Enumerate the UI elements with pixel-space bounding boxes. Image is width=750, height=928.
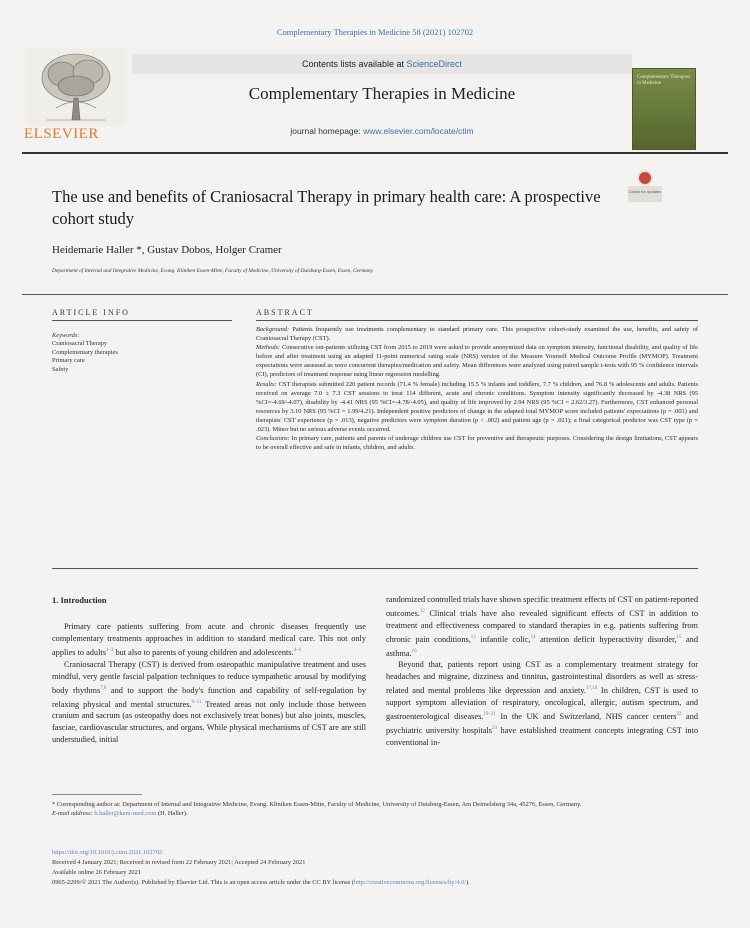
abstract-rule — [256, 320, 698, 321]
intro-paragraph-4 — [386, 659, 698, 748]
sciencedirect-link[interactable]: ScienceDirect — [406, 59, 463, 69]
abstract-background — [256, 325, 698, 343]
reference-link[interactable]: 7,8 — [100, 685, 107, 691]
text-run: and to support the body's function and capability of self-regulation by relaxing physical and mental structures. — [52, 685, 366, 709]
abstract-conclusions — [256, 434, 698, 452]
homepage-prefix: journal homepage: — [290, 126, 364, 136]
abstract-end-rule — [52, 568, 698, 569]
email-suffix: (H. Haller). — [156, 810, 188, 817]
journal-title: Complementary Therapies in Medicine — [248, 84, 516, 103]
email-link[interactable]: h.haller@kem-med.com — [94, 810, 157, 817]
left-column — [52, 594, 366, 746]
methods-label: Methods: — [256, 344, 281, 352]
right-column — [386, 594, 698, 749]
text-run: Craniosacral Therapy (CST) is derived from osteopathic manipulative treatment and uses mindful, very gentle fascial palpation techniques to reduce sympathetic arousal by modifying body rhythms — [52, 659, 366, 695]
text-run: Clinical trials have also revealed significant effects of CST in addition to treatment and effectiveness compared to standard therapies in e.g. patients suffering from chronic pain conditions, — [386, 608, 698, 644]
email-line — [52, 809, 702, 818]
doi-link[interactable]: https://doi.org/10.1016/j.ctim.2021.102702 — [52, 849, 163, 856]
abstract-results — [256, 380, 698, 435]
conclusions-text: In primary care, patients and parents of underage children use CST for preventive and therapeutic purposes. Considering the design limitations, CST appears to be overall effective and safe in infants, children, and adults. — [256, 435, 698, 452]
footnote-rule — [52, 794, 142, 795]
check-updates-icon — [637, 170, 653, 186]
reference-link[interactable]: 22 — [676, 712, 682, 718]
abstract-heading: ABSTRACT — [256, 308, 314, 317]
elsevier-logo[interactable] — [22, 48, 132, 148]
background-text: Patients frequently use treatments complementary to standard primary care. This prospective cohort-study examined the use, benefits, and safety of Craniosacral Therapy (CST). — [256, 326, 698, 343]
text-run: In the UK and Switzerland, NHS cancer centers — [495, 711, 677, 721]
keywords-label: Keywords: — [52, 332, 80, 339]
article-info-heading: ARTICLE INFO — [52, 308, 130, 317]
corresponding-author-note: * Corresponding author at: Department of Internal and Integrative Medicine, Evang. Kliniken Essen-Mitte, Faculty of Medicine, University of Duisburg-Essen, Am Deimelsberg 34a, 45276, Essen, Germany. — [52, 801, 582, 808]
journal-cover-thumbnail[interactable] — [632, 68, 696, 150]
intro-paragraph-2 — [52, 659, 366, 747]
reference-link[interactable]: 1–3 — [105, 648, 114, 653]
article-title: The use and benefits of Craniosacral Therapy in primary health care: A prospective cohort study — [52, 187, 601, 228]
journal-homepage — [132, 126, 632, 136]
text-run: but also to parents of young children and adolescents. — [113, 647, 294, 657]
footnotes — [52, 800, 702, 818]
reference-link[interactable]: 17,18 — [585, 686, 598, 692]
text-run: infantile colic, — [475, 634, 531, 644]
text-run: attention deficit hyperactivity disorder, — [535, 634, 677, 644]
keyword-item[interactable]: Safety — [52, 365, 69, 373]
reference-link[interactable]: 9–11 — [191, 699, 202, 705]
reference-link[interactable]: 23 — [492, 725, 497, 731]
license-prefix: 0965-2299/© 2021 The Author(s). Published by Elsevier Ltd. This is an open access article under the CC BY license ( — [52, 879, 355, 886]
reference-link[interactable]: 4–6 — [293, 648, 302, 653]
email-label: E-mail address: — [52, 810, 95, 817]
keyword-item[interactable]: Primary care — [52, 357, 85, 365]
publication-info — [52, 848, 712, 888]
intro-heading: 1. Introduction — [52, 595, 107, 605]
text-run: have established treatment concepts integrating CST into conventional in- — [386, 725, 698, 747]
text-run: randomized controlled trials have shown specific treatment effects of CST on patient-reported outcomes. — [386, 595, 698, 618]
check-for-updates-badge[interactable] — [628, 170, 662, 204]
abstract-methods — [256, 343, 698, 379]
online-date: Available online 26 February 2021 — [52, 869, 141, 876]
reference-link[interactable]: 19–21 — [483, 712, 496, 718]
reference-link[interactable]: 13 — [470, 634, 476, 640]
reference-link[interactable]: 14 — [530, 634, 536, 640]
contents-prefix: Contents lists available at — [301, 59, 407, 69]
keywords-block — [52, 332, 232, 374]
reference-link[interactable]: 15 — [676, 634, 682, 640]
abstract-body — [256, 325, 698, 452]
intro-paragraph-3 — [386, 594, 698, 659]
license-link[interactable]: http://creativecommons.org/licenses/by/4.0/ — [354, 879, 467, 886]
intro-paragraph-1 — [52, 621, 366, 659]
elsevier-wordmark: ELSEVIER — [24, 126, 99, 142]
keyword-item[interactable]: Craniosacral Therapy — [52, 340, 108, 348]
author-list[interactable]: Heidemarie Haller *, Gustav Dobos, Holger Cramer — [52, 244, 282, 256]
text-run: Treated areas not only include those between cranium and sacrum (as osteopathy does not exclusively treat bones) but also joints, muscles, fasciae, cardiovascular structures, and organs. While physical mechanisms of CST are are still understudied, initial — [52, 699, 366, 745]
text-run: Primary care patients suffering from acute and chronic diseases frequently use complementary treatments approaches in addition to standard medical care. This not only applies to adults — [52, 622, 366, 657]
methods-text: Consecutive out-patients utilizing CST from 2015 to 2019 were asked to provide anonymized data on symptom intensity, functional disability, and quality of life before and after treatment using an adapted 11-point numerical rating scale (NRS) version of the Measure Yourself Medical Outcome Profile (MYMOP). Treatment expectations were assessed as were concurrent therapies/medication and safety. Mean differences were analyzed using paired sample t-tests with 95 % confidence intervals (CI), predictors of treatment response using linear regression modelling. — [256, 344, 698, 379]
license-suffix: ). — [466, 879, 470, 886]
cover-title: Complementary Therapies in Medicine — [637, 75, 691, 86]
header-center — [132, 48, 632, 148]
homepage-link[interactable]: www.elsevier.com/locate/ctim — [363, 126, 474, 136]
header-rule — [22, 152, 728, 154]
received-dates: Received 4 January 2021; Received in revised form 22 February 2021; Accepted 24 February 2021 — [52, 859, 306, 866]
text-run: In children, CST is used to support symptom alleviation of respiratory, oncological, allergic, autism spectrum, and gastroenterological diseases. — [386, 686, 698, 721]
text-run: Beyond that, patients report using CST as a complementary treatment strategy for headaches and migraine, dizziness and tinnitus, gastrointestinal disorders as well as stress-related and mental problems like depression and anxiety. — [386, 660, 698, 696]
reference-link[interactable]: 16 — [411, 648, 417, 654]
keyword-item[interactable]: Complementary therapies — [52, 348, 118, 356]
journal-reference[interactable]: Complementary Therapies in Medicine 58 (2021) 102702 — [276, 27, 474, 37]
affiliation-rule — [22, 294, 728, 295]
contents-band — [132, 54, 632, 74]
info-rule — [52, 320, 232, 321]
tree-logo-icon — [26, 48, 126, 126]
results-text: CST therapists submitted 220 patient records (71.4 % female) including 15.5 % infants and toddlers, 7.7 % children, and 76.8 % adolescents and adults. Patients received on average 7.0 ± 7.3 CST sessions to treat 114 different, acute and chronic conditions. Symptom intensity significantly decreased by -4.38 NRS (95 %CI=-4.69/-4.07), disability by -4.41 NRS (95 %CI=-4.78/-4.05), and quality of life improved by 2.94 NRS (95 %CI = 2.62/3.27). Furthermore, CST enhanced personal resources by 3.10 NRS (95 %CI = 1.99/4.21). Independent positive predictors of change in the adapted total MYMOP score included patients' expectations (p = .001) and therapists' CST experience (p = .013), negative predictors were symptom duration (p < .002) and patient age (p = .021); a final categorical predictor was CST type (p = .023). Minor but no serious adverse events occurred. — [256, 380, 698, 434]
text-run: and asthma. — [386, 634, 698, 658]
journal-header — [22, 48, 728, 148]
check-updates-label: Check for updates — [628, 186, 662, 202]
reference-link[interactable]: 12 — [419, 609, 425, 614]
text-run: and psychiatric university hospitals — [386, 711, 699, 735]
results-label: Results: — [256, 380, 277, 388]
license-line — [52, 878, 712, 888]
conclusions-label: Conclusions: — [256, 435, 290, 443]
background-label: Background: — [256, 326, 290, 333]
affiliation: Department of Internal and Integrative Medicine, Evang. Kliniken Essen-Mitte, Faculty of Medicine, University of Duisburg-Essen, Essen, Germany — [52, 268, 374, 274]
